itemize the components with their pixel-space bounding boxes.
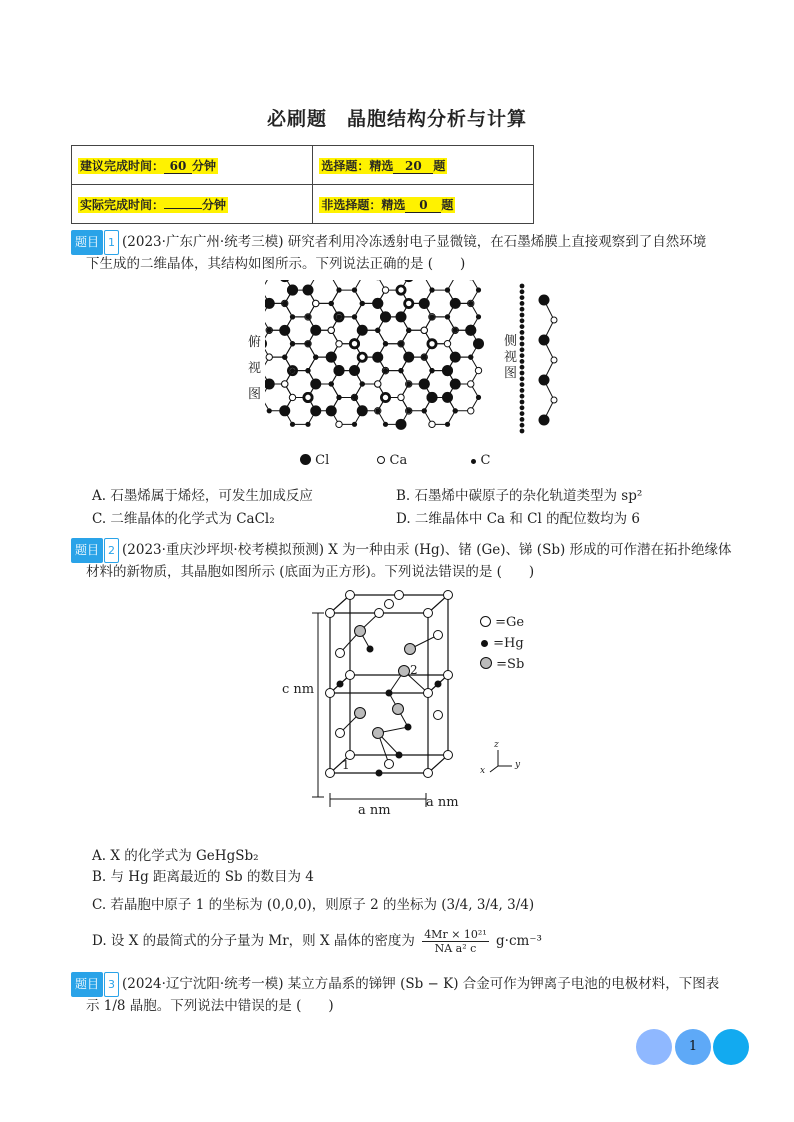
c-atom — [520, 400, 525, 405]
cl-atom — [279, 280, 290, 282]
c-atom — [520, 423, 525, 428]
q1-legend — [300, 453, 490, 468]
c-atom — [282, 355, 287, 360]
top-view-label: 俯视图 — [248, 335, 262, 402]
ca-atom — [266, 354, 272, 360]
c-atom — [336, 395, 341, 400]
cl-atom — [287, 285, 298, 296]
cl-atom — [303, 285, 314, 296]
c-atom — [520, 388, 525, 393]
cl-atom — [442, 392, 453, 403]
cl-atom — [265, 298, 275, 309]
suggest-time-cell — [72, 146, 313, 185]
legend-hg: =Hg — [493, 636, 524, 651]
c-atom — [305, 341, 310, 346]
cl-atom — [396, 419, 407, 430]
c-atom — [406, 381, 411, 386]
c-atom — [282, 328, 287, 333]
ge-atom — [424, 689, 433, 698]
c-atom — [360, 301, 365, 306]
q2-stem — [71, 538, 761, 563]
q3-stem — [71, 972, 761, 997]
legend-ca: Ca — [389, 453, 408, 468]
ca-atom — [282, 381, 288, 387]
q3-badge: 题目 — [71, 972, 103, 997]
c-atom — [520, 359, 525, 364]
cl-atom — [357, 325, 368, 336]
ca-atom — [398, 394, 404, 400]
c-atom — [383, 341, 388, 346]
choice-cell — [313, 146, 534, 185]
c-atom — [468, 301, 473, 306]
cl-atom — [427, 392, 438, 403]
c-atom — [476, 314, 481, 319]
c-atom — [429, 287, 434, 292]
c-atom — [453, 408, 458, 413]
c-atom — [313, 408, 318, 413]
actual-time-label: 实际完成时间： — [80, 197, 165, 212]
page-number: 1 — [675, 1029, 711, 1065]
sb-atom — [373, 728, 384, 739]
axis-z: z — [494, 740, 499, 750]
page-deco-right — [713, 1029, 749, 1065]
q2-option-c-text: C. 若晶胞中原子 1 的坐标为 (0,0,0)，则原子 2 的坐标为 — [92, 897, 437, 913]
ti-label-2: 题 — [441, 197, 454, 212]
nonchoice-label: 非选择题：精选 — [321, 197, 406, 212]
axis-y: y — [515, 760, 521, 770]
c-atom — [520, 284, 525, 289]
ca-atom — [468, 408, 474, 414]
q3-line1: (2024·辽宁沈阳·统考一模) 某立方晶系的锑钾 (Sb − K) 合金可作为钾离子电池的电极材料，下图表 — [122, 976, 720, 992]
c-atom — [290, 314, 295, 319]
c-atom — [290, 422, 295, 427]
c-atom — [360, 381, 365, 386]
c-atom — [329, 381, 334, 386]
cl-atom — [380, 311, 391, 322]
c-atom — [422, 355, 427, 360]
cl-atom — [419, 378, 430, 389]
page-title: 必刷题 晶胞结构分析与计算 — [266, 108, 527, 130]
c-atom — [398, 368, 403, 373]
c-atom — [282, 301, 287, 306]
ca-atom — [551, 357, 557, 363]
q2-badge: 题目 — [71, 538, 103, 563]
c-atom — [406, 355, 411, 360]
a-nm-label: a nm — [358, 803, 391, 818]
ge-atom — [326, 689, 335, 698]
c-atom — [305, 314, 310, 319]
ca-atom — [328, 327, 334, 333]
q2-line2: 材料的新物质，其晶胞如图所示 (底面为正方形)。下列说法错误的是 ( ) — [86, 564, 535, 580]
c-atom — [429, 314, 434, 319]
sb-circle-icon — [480, 657, 492, 669]
c-atom — [520, 330, 525, 335]
cl-atom — [326, 405, 337, 416]
atom-2-label: 2 — [410, 663, 418, 677]
cl-atom — [349, 365, 360, 376]
cl-atom — [539, 375, 550, 386]
density-fraction — [422, 928, 489, 955]
c-atom — [476, 395, 481, 400]
cl-atom — [403, 280, 414, 282]
hg-dot-icon — [481, 640, 488, 647]
cl-atom — [539, 335, 550, 346]
ge-atom — [444, 591, 453, 600]
c-atom — [476, 287, 481, 292]
c-atom — [520, 405, 525, 410]
c-dot-icon — [471, 459, 476, 464]
page-deco-left — [636, 1029, 672, 1065]
ca-atom — [351, 340, 357, 346]
ca-atom — [382, 394, 388, 400]
q2-option-d-text: D. 设 X 的最简式的分子量为 Mr，则 X 晶体的密度为 — [92, 933, 415, 949]
ge-atom — [424, 609, 433, 618]
hg-atom — [435, 681, 442, 688]
ca-atom — [444, 340, 450, 346]
c-atom — [305, 422, 310, 427]
actual-time-value[interactable] — [164, 208, 202, 209]
sb-atom — [405, 644, 416, 655]
legend-c: C — [480, 453, 491, 468]
c-atom — [352, 395, 357, 400]
c-atom — [352, 287, 357, 292]
ca-atom — [398, 287, 404, 293]
sb-atom — [399, 666, 410, 677]
q1-badge: 题目 — [71, 230, 103, 255]
ca-atom — [468, 381, 474, 387]
c-atom — [520, 353, 525, 358]
legend-cl: Cl — [315, 453, 330, 468]
c-atom — [375, 355, 380, 360]
legend-ge: =Ge — [495, 615, 525, 630]
q2-option-d[interactable] — [92, 928, 542, 955]
c-atom — [422, 301, 427, 306]
q1-option-d[interactable]: D. 二维晶体中 Ca 和 Cl 的配位数均为 6 — [396, 511, 640, 527]
ge-atom — [385, 600, 394, 609]
ge-circle-icon — [480, 616, 491, 627]
c-atom — [375, 328, 380, 333]
c-atom — [406, 328, 411, 333]
c-atom — [352, 422, 357, 427]
c-atom — [520, 365, 525, 370]
cl-atom — [310, 378, 321, 389]
c-atom — [520, 313, 525, 318]
q2-option-a[interactable]: A. X 的化学式为 GeHgSb₂ — [92, 848, 259, 864]
c-atom — [520, 289, 525, 294]
q2-legend — [480, 612, 524, 675]
cl-atom — [539, 415, 550, 426]
q2-option-c-coord: (3/4, 3/4, 3/4) — [441, 897, 535, 913]
density-numerator: 4Mr × 10²¹ — [424, 928, 487, 941]
c-atom — [453, 328, 458, 333]
ca-atom — [305, 394, 311, 400]
ge-atom — [336, 729, 345, 738]
c-atom — [375, 408, 380, 413]
c-atom — [290, 341, 295, 346]
density-unit: g·cm⁻³ — [496, 933, 542, 949]
c-atom — [445, 422, 450, 427]
ge-atom — [444, 671, 453, 680]
ca-atom — [429, 341, 435, 347]
ge-atom — [434, 631, 443, 640]
ge-atom — [434, 711, 443, 720]
c-atom — [520, 295, 525, 300]
c-atom — [453, 381, 458, 386]
c-atom — [313, 328, 318, 333]
c-atom — [282, 408, 287, 413]
c-atom — [520, 376, 525, 381]
c-atom — [290, 368, 295, 373]
ca-atom — [336, 421, 342, 427]
ca-atom — [475, 367, 481, 373]
cl-atom — [396, 311, 407, 322]
q2-option-c[interactable] — [92, 893, 534, 913]
c-atom — [520, 371, 525, 376]
actual-time-cell — [72, 185, 313, 224]
cl-atom — [357, 405, 368, 416]
ca-atom — [313, 300, 319, 306]
q2-number: 2 — [104, 538, 119, 563]
c-atom — [520, 429, 525, 434]
q1-option-a[interactable]: A. 石墨烯属于烯烃，可发生加成反应 — [92, 488, 313, 504]
cl-dot-icon — [300, 454, 311, 465]
sb-atom — [393, 704, 404, 715]
c-atom — [520, 394, 525, 399]
ca-atom — [406, 300, 412, 306]
ti-label: 题 — [433, 158, 446, 173]
c-atom — [422, 408, 427, 413]
hg-atom — [405, 724, 412, 731]
cl-atom — [539, 295, 550, 306]
minute-label-2: 分钟 — [202, 197, 227, 212]
c-atom — [520, 324, 525, 329]
suggest-time-value: 60 — [164, 159, 192, 174]
density-denominator: NA a² c — [434, 942, 477, 955]
cl-atom — [326, 352, 337, 363]
ca-circle-icon — [377, 456, 385, 464]
ge-atom — [326, 769, 335, 778]
ge-atom — [395, 591, 404, 600]
c-atom — [267, 328, 272, 333]
axis-x: x — [480, 766, 486, 776]
ca-atom — [429, 421, 435, 427]
nonchoice-cell — [313, 185, 534, 224]
c-atom — [267, 408, 272, 413]
c-atom — [398, 341, 403, 346]
q1-line2: 下生成的二维晶体，其结构如图所示。下列说法正确的是 ( ) — [86, 256, 466, 272]
info-table — [71, 145, 534, 224]
hg-atom — [386, 690, 393, 697]
ge-atom — [346, 671, 355, 680]
ca-atom — [382, 287, 388, 293]
c-atom — [520, 301, 525, 306]
choice-value: 20 — [393, 159, 433, 174]
choice-label: 选择题：精选 — [321, 158, 394, 173]
sb-atom — [355, 708, 366, 719]
ge-atom — [385, 760, 394, 769]
q1-line1: (2023·广东广州·统考三模) 研究者利用冷冻透射电子显微镜，在石墨烯膜上直接观察到了自然环境 — [122, 234, 707, 250]
c-atom — [445, 287, 450, 292]
c-atom — [329, 301, 334, 306]
ca-atom — [375, 381, 381, 387]
q3-number: 3 — [104, 972, 119, 997]
ge-atom — [424, 769, 433, 778]
ca-atom — [289, 394, 295, 400]
atom-1-label: 1 — [342, 758, 350, 772]
suggest-time-label: 建议完成时间： — [80, 158, 165, 173]
cl-atom — [465, 325, 476, 336]
ca-atom — [551, 397, 557, 403]
q1-option-c[interactable]: C. 二维晶体的化学式为 CaCl₂ — [92, 511, 275, 527]
c-atom — [267, 381, 272, 386]
ge-atom — [326, 609, 335, 618]
minute-label: 分钟 — [192, 158, 217, 173]
c-atom — [305, 368, 310, 373]
c-atom — [468, 355, 473, 360]
c-atom — [520, 318, 525, 323]
c-atom — [383, 422, 388, 427]
cl-atom — [372, 298, 383, 309]
cl-atom — [265, 338, 267, 349]
q2-line1: (2023·重庆沙坪坝·校考模拟预测) X 为一种由汞 (Hg)、锗 (Ge)、锑 (Sb) 形成的可作潜在拓扑绝缘体 — [122, 542, 732, 558]
c-atom — [429, 368, 434, 373]
c-nm-label: c nm — [282, 682, 315, 697]
graphene-side-view — [516, 282, 566, 442]
c-atom — [336, 314, 341, 319]
c-atom — [383, 368, 388, 373]
c-atom — [445, 314, 450, 319]
nonchoice-value: 0 — [405, 198, 441, 213]
c-atom — [406, 408, 411, 413]
ca-atom — [551, 317, 557, 323]
q3-line2: 示 1/8 晶胞。下列说法中错误的是 ( ) — [86, 998, 334, 1014]
sb-atom — [355, 626, 366, 637]
q1-number: 1 — [104, 230, 119, 255]
ge-atom — [375, 609, 384, 618]
side-view-label: 侧视图 — [504, 334, 518, 381]
hg-atom — [337, 681, 344, 688]
a-nm-label-2: a nm — [426, 795, 459, 810]
q1-stem — [71, 230, 731, 255]
hg-atom — [376, 770, 383, 777]
c-atom — [520, 382, 525, 387]
hg-atom — [396, 752, 403, 759]
cl-atom — [473, 338, 484, 349]
c-atom — [520, 411, 525, 416]
c-atom — [520, 307, 525, 312]
cl-atom — [450, 352, 461, 363]
ca-atom — [421, 327, 427, 333]
ca-atom — [359, 354, 365, 360]
ca-atom — [336, 341, 342, 347]
cl-atom — [334, 365, 345, 376]
c-atom — [445, 368, 450, 373]
c-atom — [520, 417, 525, 422]
legend-sb: =Sb — [496, 657, 525, 672]
c-atom — [336, 287, 341, 292]
c-atom — [520, 336, 525, 341]
q1-option-b[interactable]: B. 石墨烯中碳原子的杂化轨道类型为 sp² — [396, 488, 643, 504]
hg-atom — [367, 646, 374, 653]
c-atom — [453, 301, 458, 306]
c-atom — [313, 355, 318, 360]
ge-atom — [346, 591, 355, 600]
q2-option-b[interactable]: B. 与 Hg 距离最近的 Sb 的数目为 4 — [92, 869, 314, 885]
ge-atom — [336, 649, 345, 658]
c-atom — [520, 342, 525, 347]
c-atom — [520, 347, 525, 352]
axis-icon — [480, 744, 528, 778]
graphene-top-view — [265, 280, 495, 440]
ge-atom — [444, 751, 453, 760]
c-atom — [352, 314, 357, 319]
